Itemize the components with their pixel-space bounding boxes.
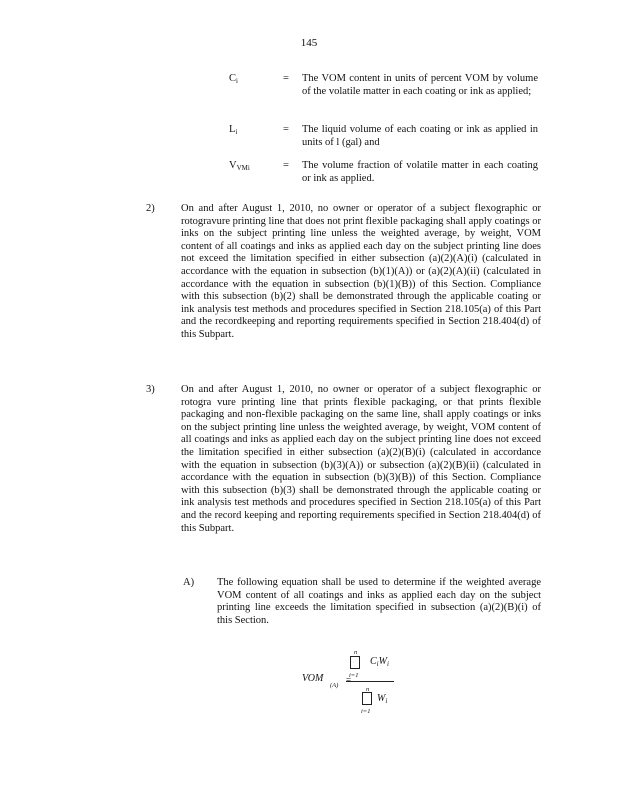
page-number: 145 bbox=[300, 37, 318, 49]
fraction-bar bbox=[346, 681, 394, 682]
definition-symbol-vvmi: $V_{VMi}$ bbox=[229, 160, 250, 172]
definition-text-vvmi: The volume fraction of volatile matter in each coating or ink as applied. bbox=[302, 160, 538, 184]
definition-equals: = bbox=[283, 160, 289, 171]
numerator-lower-limit: i=1 bbox=[349, 672, 359, 679]
subitem-number-a: A) bbox=[183, 577, 195, 588]
equation-equals: = bbox=[346, 675, 352, 685]
subitem-text-a: The following equation shall be used to determine if the weighted average VOM content of all coatings and inks as applied each day on the subject printing line exceeds the limitation specified in subsection (a)(2)(B)(i) of this Section. bbox=[217, 577, 541, 626]
definition-symbol-ci: $C_i$ bbox=[229, 73, 238, 85]
definition-equals: = bbox=[283, 73, 289, 84]
item-number-2: 2) bbox=[146, 203, 155, 214]
denominator-term: $W_i$ bbox=[377, 693, 388, 705]
summation-icon bbox=[362, 692, 372, 705]
equation-lhs-sub: (A) bbox=[330, 682, 339, 689]
numerator-term: $C_iW_i$ bbox=[370, 656, 389, 668]
definition-symbol-li: $L_i$ bbox=[229, 124, 238, 136]
numerator-upper-limit: n bbox=[354, 649, 358, 656]
item-text-2: On and after August 1, 2010, no owner or operator of a subject flexographic or rotogravure printing line that does not print flexible packaging shall apply coatings or inks on the subject printing line unless the weighted average, by weight, VOM content of all coatings and inks as applied each day on the subject printing line does not exceed the limitation specified in either subsection (a)(2)(A)(i) (calculated in accordance with the equation in subsection (b)(1)(A)) or (a)(2)(A)(ii) (calculated in accordance with the equation in subsection (b)(1)(B)) of this Section. Compliance with this subsection (b)(2) shall be demonstrated through the applicable coating or ink analysis test methods and procedures specified in Section 218.105(a) of this Part and the recordkeeping and reporting requirements specified in Section 218.404(d) of this Subpart. bbox=[181, 203, 541, 340]
definition-text-li: The liquid volume of each coating or ink as applied in units of l (gal) and bbox=[302, 124, 538, 148]
item-number-3: 3) bbox=[146, 384, 155, 395]
denominator-upper-limit: n bbox=[366, 686, 370, 693]
summation-icon bbox=[350, 656, 360, 669]
item-text-3: On and after August 1, 2010, no owner or operator of a subject flexographic or rotogra vure printing line that prints flexible packaging, or that prints flexible packaging and non-flexible packaging on the same line, shall apply coatings or inks on the subject printing line unless the weighted average, by weight, VOM content of all coatings and inks as applied each day on the subject printing line does not exceed the limitation specified in either subsection (a)(2)(B)(i) (calculated in accordance with the equation in subsection (b)(3)(A)) or subsection (a)(2)(B)(ii) (calculated in accordance with the equation in subsection (b)(3)(B)) of this Section. Compliance with this subsection (b)(3) shall be demonstrated through the applicable coating or ink analysis test methods and procedures specified in Section 218.105(a) of this Part and the record keeping and reporting requirements specified in Section 218.404(d) of this Subpart. bbox=[181, 384, 541, 534]
denominator-lower-limit: i=1 bbox=[361, 708, 371, 715]
definition-equals: = bbox=[283, 124, 289, 135]
equation-lhs: VOM bbox=[302, 673, 324, 684]
definition-text-ci: The VOM content in units of percent VOM by volume of the volatile matter in each coating or ink as applied; bbox=[302, 73, 538, 97]
